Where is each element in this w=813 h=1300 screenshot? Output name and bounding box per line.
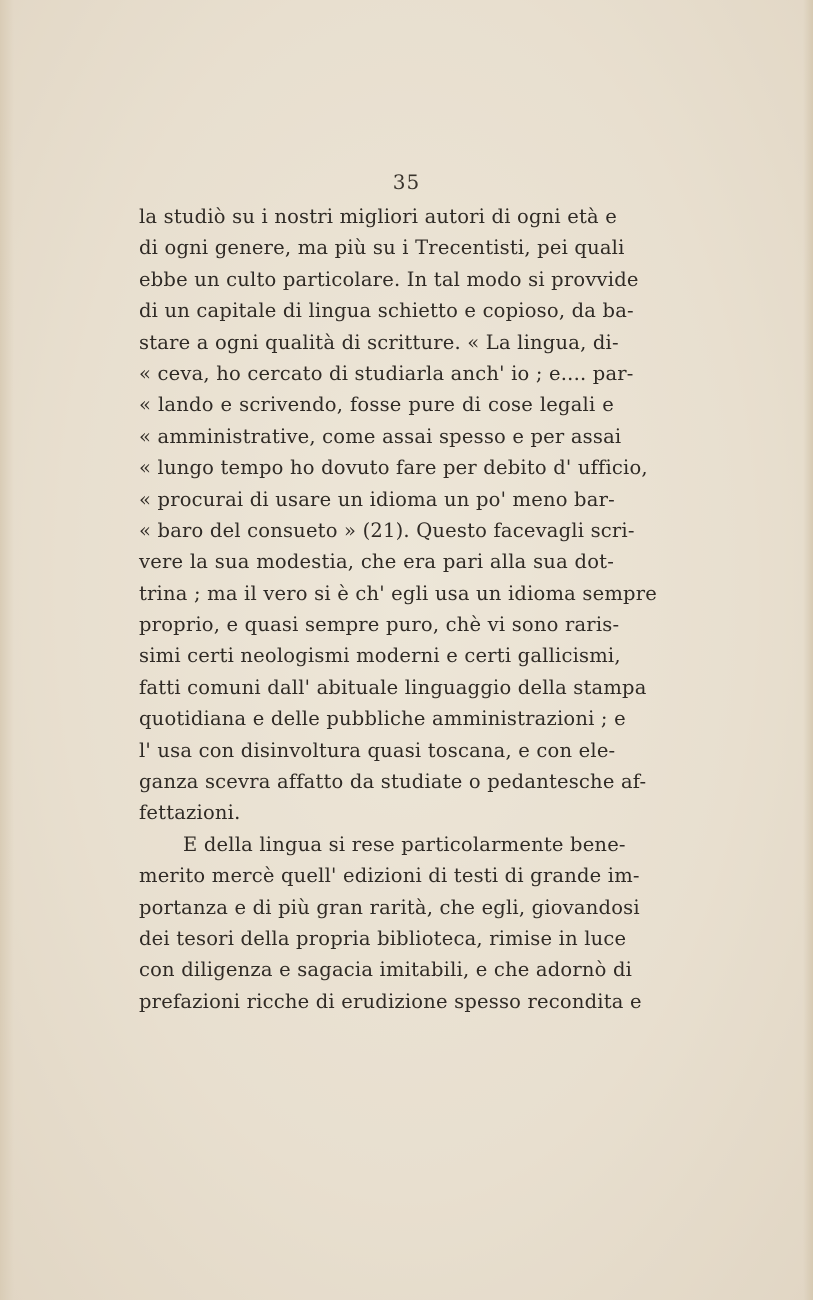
text-line: ebbe un culto particolare. In tal modo si provvide [139, 267, 639, 291]
text-line: vere la sua modestia, che era pari alla sua dot- [139, 550, 614, 574]
text-line: « amministrative, come assai spesso e per assai [139, 424, 622, 448]
text-line: di ogni genere, ma più su i Trecentisti, pei quali [139, 236, 625, 260]
text-line: « lungo tempo ho dovuto fare per debito d' ufficio, [139, 456, 648, 480]
page-edge-left [0, 0, 14, 1300]
text-line: proprio, e quasi sempre puro, chè vi sono raris- [139, 613, 620, 637]
text-line: fatti comuni dall' abituale linguaggio della stampa [139, 675, 647, 699]
page-edge-right [803, 0, 813, 1300]
paragraph-start-line: E della lingua si rese particolarmente bene- [183, 832, 626, 856]
text-line: merito mercè quell' edizioni di testi di grande im- [139, 864, 640, 888]
text-line: ganza scevra affatto da studiate o pedantesche af- [139, 770, 647, 794]
text-line: simi certi neologismi moderni e certi gallicismi, [139, 644, 621, 668]
text-line: la studiò su i nostri migliori autori di ogni età e [139, 205, 617, 228]
text-line: con diligenza e sagacia imitabili, e che adornò di [139, 958, 633, 982]
text-line: stare a ogni qualità di scritture. « La lingua, di- [139, 330, 619, 354]
text-line: trina ; ma il vero si è ch' egli usa un idioma sempre [139, 581, 657, 605]
text-line: « ceva, ho cercato di studiarla anch' io ; e.... par- [139, 361, 634, 385]
text-line: « baro del consueto » (21). Questo facevagli scri- [139, 518, 635, 542]
text-line: « lando e scrivendo, fosse pure di cose legali e [139, 393, 614, 417]
text-line: quotidiana e delle pubbliche amministrazioni ; e [139, 707, 626, 731]
text-line: portanza e di più gran rarità, che egli, giovandosi [139, 895, 640, 919]
text-line: « procurai di usare un idioma un po' meno bar- [139, 487, 615, 511]
text-line: prefazioni ricche di erudizione spesso recondita e [139, 989, 642, 1013]
text-line: di un capitale di lingua schietto e copioso, da ba- [139, 299, 634, 323]
text-line: l' usa con disinvoltura quasi toscana, e con ele- [139, 738, 616, 762]
body-text [139, 201, 657, 1017]
page-number: 35 [392, 170, 421, 194]
paragraph-end-line: fettazioni. [139, 801, 241, 825]
text-line: dei tesori della propria biblioteca, rimise in luce [139, 926, 627, 950]
